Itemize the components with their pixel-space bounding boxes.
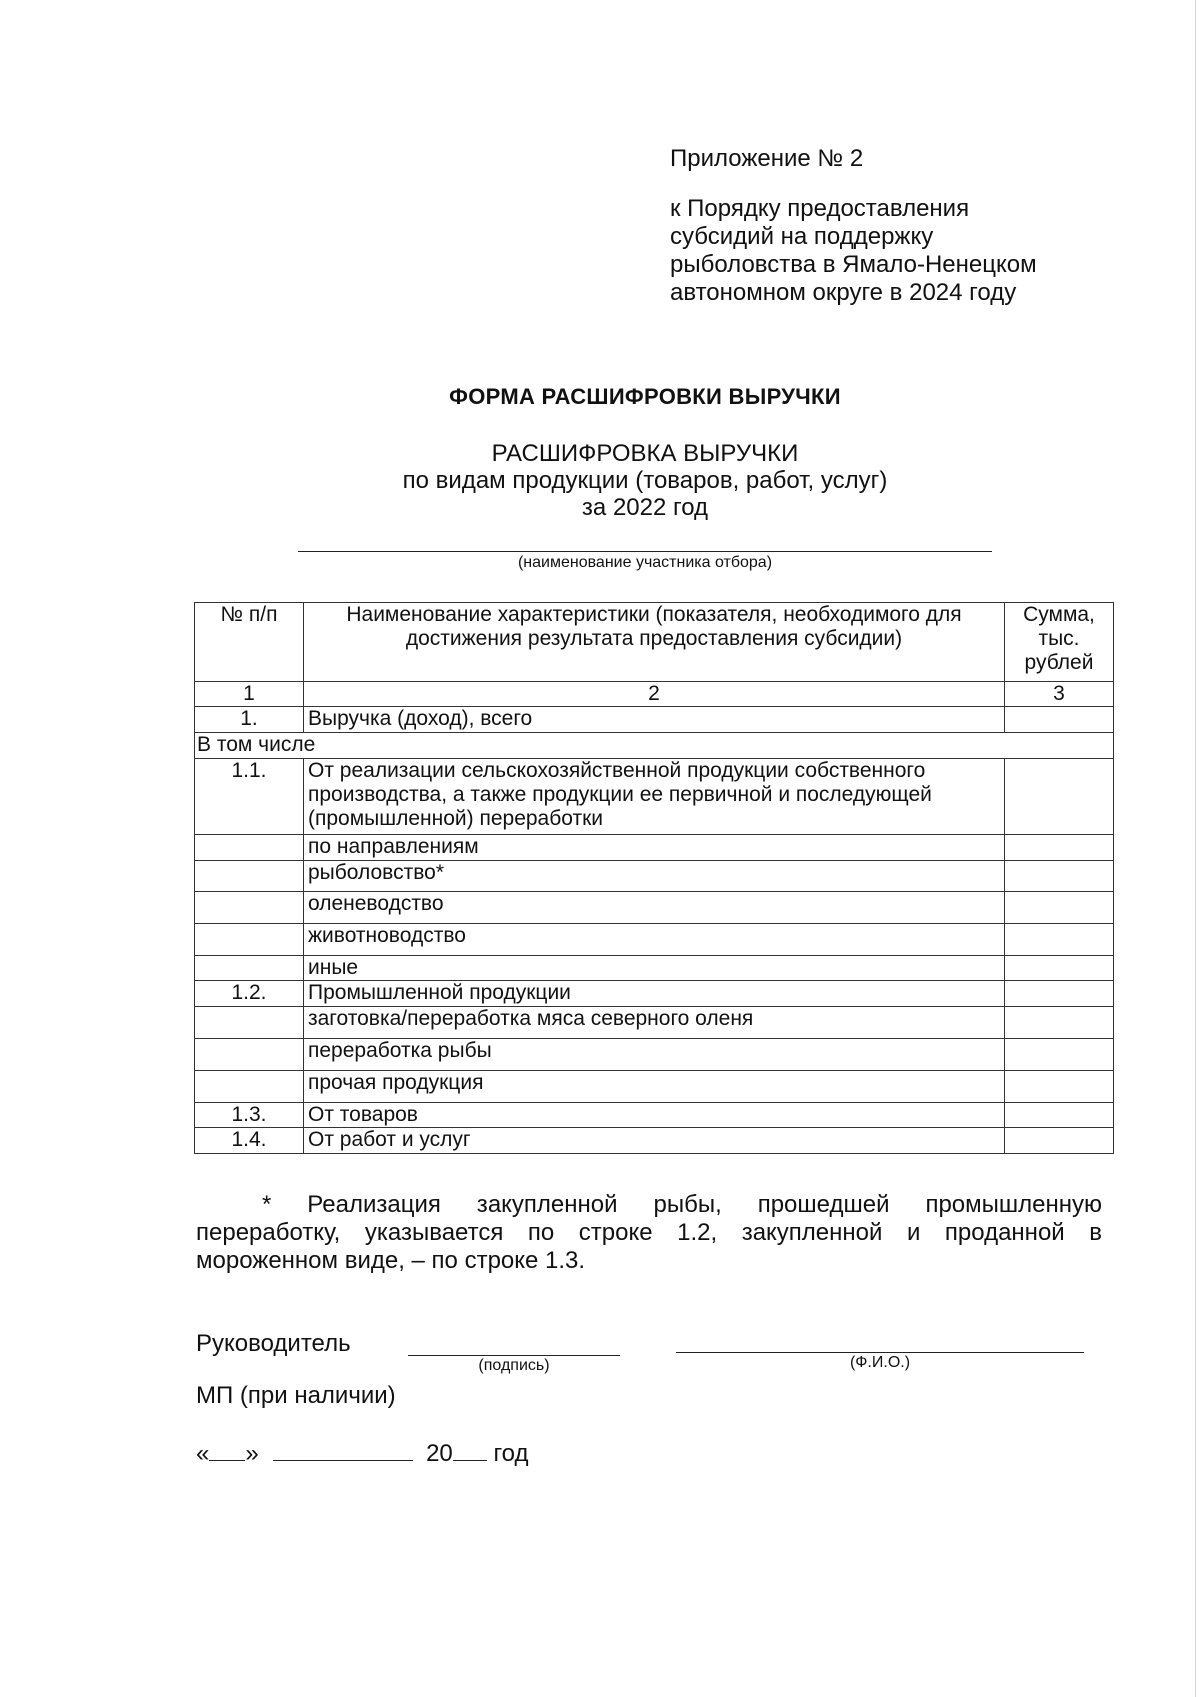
appendix-line: к Порядку предоставления — [670, 195, 970, 222]
full-name-caption: (Ф.И.О.) — [849, 1354, 911, 1371]
title-line: РАСШИФРОВКА ВЫРУЧКИ — [491, 440, 799, 467]
row-name: От реализации сельскохозяйственной продукции собственного производства, а также продукции ее первичной и последующей (промышленной) переработки — [304, 759, 1005, 835]
row-num: 1.4. — [195, 1128, 304, 1154]
table-row — [195, 981, 1114, 1007]
column-number: 3 — [1005, 682, 1114, 707]
row-num — [195, 1007, 304, 1039]
table-row — [195, 956, 1114, 981]
row-name: по направлениям — [304, 835, 1005, 861]
row-name: От товаров — [304, 1103, 1005, 1128]
row-sum-cell[interactable] — [1005, 924, 1114, 956]
header-num: № п/п — [195, 603, 304, 682]
date-line — [196, 1438, 529, 1468]
row-num — [195, 1039, 304, 1071]
appendix-line: автономном округе в 2024 году — [670, 279, 1017, 306]
row-including: В том числе — [195, 733, 1114, 759]
signature-line[interactable] — [408, 1355, 620, 1356]
row-name: рыболовство* — [304, 861, 1005, 892]
participant-name-line — [298, 551, 992, 552]
row-sum-cell[interactable] — [1005, 1103, 1114, 1128]
row-name: иные — [304, 956, 1005, 981]
form-title: ФОРМА РАСШИФРОВКИ ВЫРУЧКИ — [449, 384, 841, 409]
day-blank[interactable] — [209, 1438, 245, 1461]
footnote — [196, 1191, 1102, 1275]
row-sum-cell[interactable] — [1005, 1128, 1114, 1154]
table-row — [195, 1007, 1114, 1039]
full-name-line[interactable] — [676, 1352, 1084, 1353]
appendix-line: рыболовства в Ямало-Ненецком — [670, 251, 1037, 278]
appendix-block — [670, 145, 1140, 307]
revenue-table — [194, 602, 1114, 1154]
row-sum-cell[interactable] — [1005, 835, 1114, 861]
column-number-row — [195, 682, 1114, 707]
header-name: Наименование характеристики (показателя, необходимого для достижения результата предоставления субсидии) — [304, 603, 1005, 682]
signature-caption: (подпись) — [478, 1357, 550, 1374]
row-num — [195, 956, 304, 981]
stamp-label: МП (при наличии) — [196, 1382, 396, 1409]
year-line: за 2022 год — [581, 494, 709, 521]
table-row — [195, 1128, 1114, 1154]
appendix-number: Приложение № 2 — [670, 145, 864, 172]
row-name: Выручка (доход), всего — [304, 707, 1005, 733]
row-name: оленеводство — [304, 892, 1005, 924]
row-num: 1. — [195, 707, 304, 733]
table-row — [195, 892, 1114, 924]
role-label: Руководитель — [196, 1330, 351, 1357]
row-sum-cell[interactable] — [1005, 759, 1114, 835]
row-num — [195, 861, 304, 892]
month-blank[interactable] — [273, 1438, 413, 1461]
row-name: животноводство — [304, 924, 1005, 956]
row-sum-cell[interactable] — [1005, 956, 1114, 981]
year-suffix: год — [493, 1440, 529, 1467]
row-name: От работ и услуг — [304, 1128, 1005, 1154]
column-number: 2 — [304, 682, 1005, 707]
table-row — [195, 924, 1114, 956]
table-row — [195, 861, 1114, 892]
row-num — [195, 924, 304, 956]
row-sum-cell[interactable] — [1005, 981, 1114, 1007]
document-title — [0, 440, 1200, 521]
column-number: 1 — [195, 682, 304, 707]
row-num — [195, 892, 304, 924]
date-open-quote: « — [196, 1440, 210, 1467]
subtitle-line: по видам продукции (товаров, работ, услуг) — [402, 467, 888, 494]
row-sum-cell[interactable] — [1005, 892, 1114, 924]
row-sum-cell[interactable] — [1005, 1071, 1114, 1103]
table-row — [195, 1039, 1114, 1071]
row-name: переработка рыбы — [304, 1039, 1005, 1071]
table-row — [195, 733, 1114, 759]
row-name: заготовка/переработка мяса северного оленя — [304, 1007, 1005, 1039]
table-row — [195, 835, 1114, 861]
participant-caption: (наименование участника отбора) — [517, 554, 773, 571]
date-close-quote: » — [245, 1440, 259, 1467]
row-sum-cell[interactable] — [1005, 861, 1114, 892]
table-row — [195, 1071, 1114, 1103]
year-prefix: 20 — [426, 1440, 453, 1467]
footnote-text: * Реализация закупленной рыбы, прошедшей промышленную переработку, указывается по строке 1.2, закупленной и проданной в мороженном виде, – по строке 1.3. — [196, 1191, 1102, 1274]
row-sum-cell[interactable] — [1005, 1039, 1114, 1071]
table-header-row — [195, 603, 1114, 682]
table-row — [195, 1103, 1114, 1128]
table-row — [195, 707, 1114, 733]
year-blank[interactable] — [453, 1438, 487, 1461]
row-sum-cell[interactable] — [1005, 1007, 1114, 1039]
row-name: Промышленной продукции — [304, 981, 1005, 1007]
row-num: 1.3. — [195, 1103, 304, 1128]
appendix-line: субсидий на поддержку — [670, 223, 934, 250]
table-row — [195, 759, 1114, 835]
row-num — [195, 835, 304, 861]
row-num: 1.2. — [195, 981, 304, 1007]
row-num: 1.1. — [195, 759, 304, 835]
row-name: прочая продукция — [304, 1071, 1005, 1103]
row-num — [195, 1071, 304, 1103]
header-sum: Сумма, тыс. рублей — [1005, 603, 1114, 682]
row-sum-cell[interactable] — [1005, 707, 1114, 733]
page-edge — [1195, 0, 1196, 1697]
